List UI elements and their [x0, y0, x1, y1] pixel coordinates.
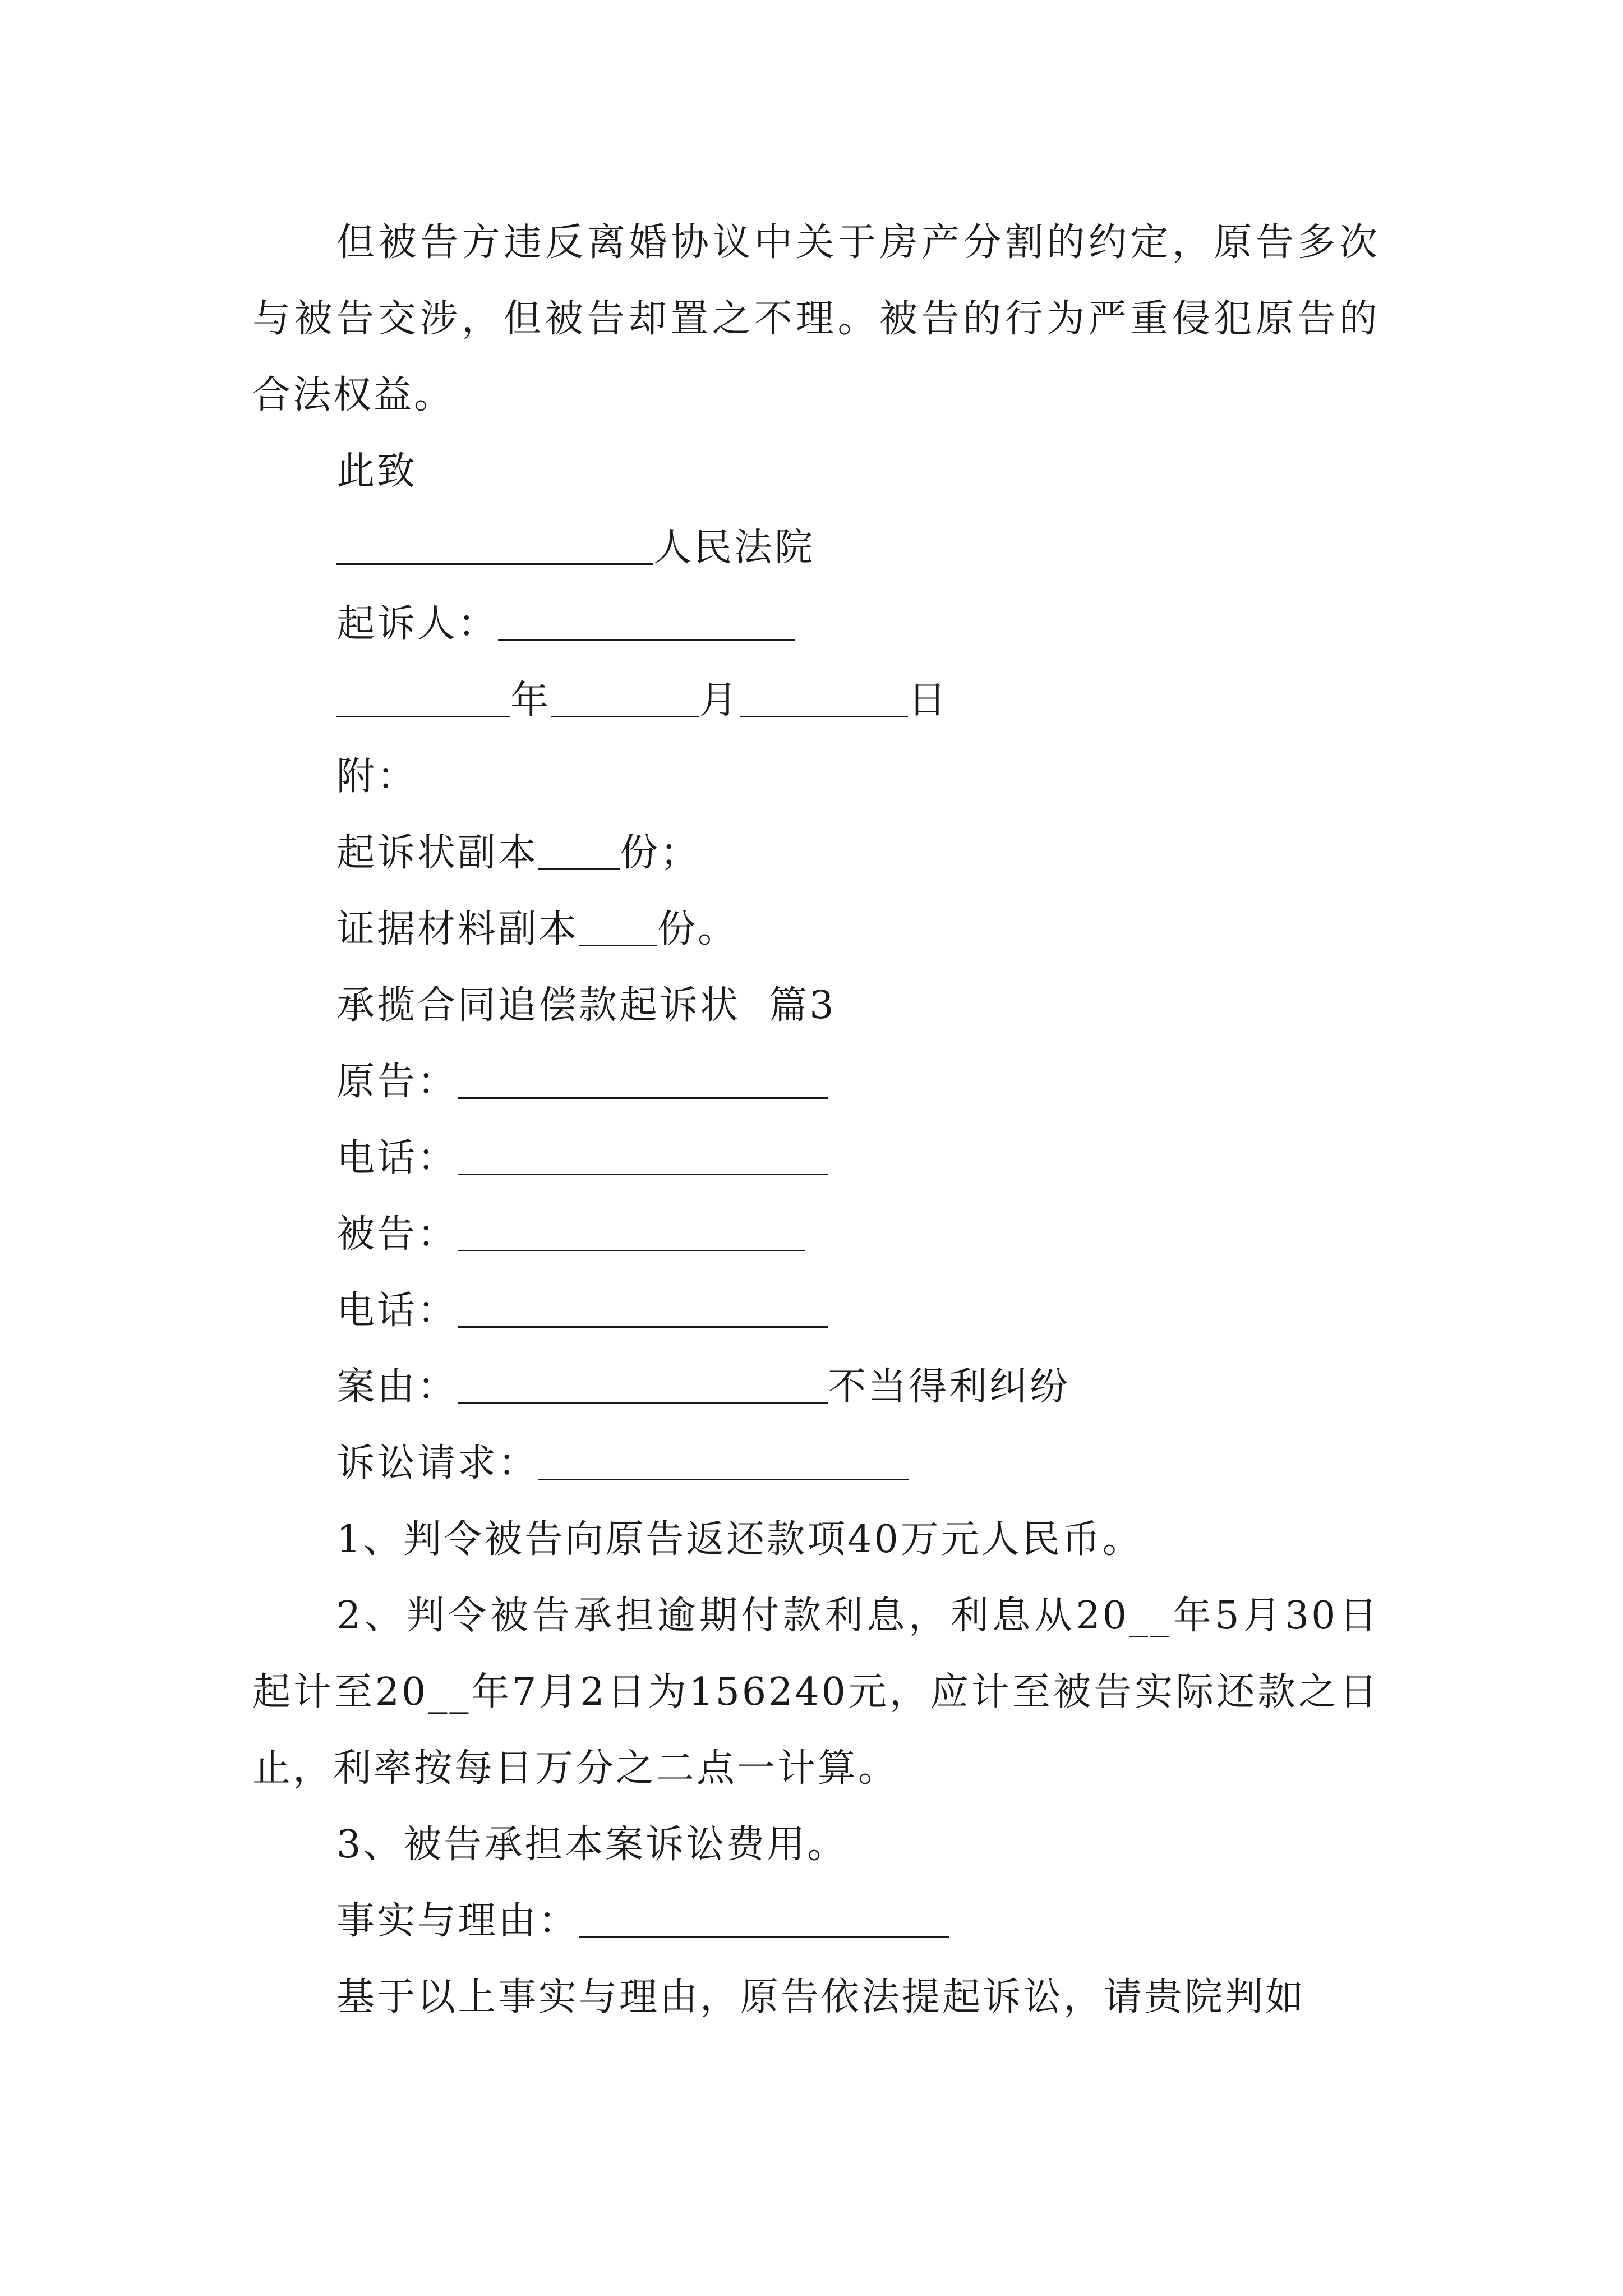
year-blank	[336, 682, 510, 717]
case-cause-suffix: 不当得利纠纷	[828, 1365, 1071, 1409]
section-title: 承揽合同追偿款起诉状 篇3	[336, 983, 836, 1028]
facts-label: 事实与理由：	[336, 1899, 579, 1943]
plaintiff-blank	[458, 1064, 828, 1099]
evidence-copies-blank	[579, 911, 657, 946]
intro-paragraph: 但被告方违反离婚协议中关于房产分割的约定，原告多次与被告交涉，但被告却置之不理。被告的行为严重侵犯原告的合法权益。	[252, 220, 1380, 417]
plaintiff-signature-label: 起诉人：	[336, 602, 499, 646]
date-line	[252, 662, 1380, 739]
defendant-phone-blank	[458, 1292, 828, 1328]
facts-blank	[579, 1903, 949, 1938]
day-blank	[740, 682, 908, 717]
month-label: 月	[699, 678, 740, 723]
court-name-blank	[336, 530, 653, 565]
defendant-phone-line	[252, 1273, 1380, 1349]
attachment-copies-prefix: 起诉状副本	[336, 831, 539, 875]
plaintiff-phone-line	[252, 1120, 1380, 1197]
attachment-copies-suffix: 份；	[620, 831, 701, 875]
month-blank	[551, 682, 699, 717]
attachment-copies-blank	[538, 835, 620, 870]
claims-blank	[538, 1445, 909, 1480]
plaintiff-line	[252, 1044, 1380, 1120]
closing-paragraph: 基于以上事实与理由，原告依法提起诉讼，请贵院判如	[336, 1975, 1306, 2019]
case-cause-line	[252, 1349, 1380, 1425]
claim-1: 1、判令被告向原告返还款项40万元人民币。	[336, 1517, 1143, 1562]
day-label: 日	[908, 678, 949, 723]
defendant-label: 被告：	[336, 1212, 458, 1257]
attachment-copies-line	[252, 815, 1380, 891]
defendant-blank	[458, 1216, 805, 1251]
plaintiff-signature-line	[252, 586, 1380, 662]
evidence-copies-prefix: 证据材料副本	[336, 907, 579, 951]
claim-2: 2、判令被告承担逾期付款利息，利息从20__年5月30日起计至20__年7月2日为156240元，应计至被告实际还款之日止，利率按每日万分之二点一计算。	[252, 1594, 1380, 1791]
plaintiff-phone-blank	[458, 1140, 828, 1175]
document-body	[252, 205, 1380, 2036]
case-cause-blank	[458, 1369, 828, 1404]
attachment-label: 附：	[336, 754, 418, 799]
court-line	[252, 510, 1380, 586]
claims-line	[252, 1425, 1380, 1502]
year-label: 年	[510, 678, 551, 723]
plaintiff-signature-blank	[498, 606, 795, 641]
case-cause-label: 案由：	[336, 1365, 458, 1409]
evidence-copies-line	[252, 891, 1380, 968]
plaintiff-label: 原告：	[336, 1060, 458, 1104]
claim-3: 3、被告承担本案诉讼费用。	[336, 1823, 848, 1867]
salutation: 此致	[336, 449, 418, 494]
plaintiff-phone-label: 电话：	[336, 1136, 458, 1180]
court-suffix: 人民法院	[653, 526, 815, 570]
evidence-copies-suffix: 份。	[657, 907, 739, 951]
defendant-phone-label: 电话：	[336, 1289, 458, 1333]
facts-line	[252, 1883, 1380, 1959]
claims-label: 诉讼请求：	[336, 1441, 539, 1485]
defendant-line	[252, 1197, 1380, 1273]
